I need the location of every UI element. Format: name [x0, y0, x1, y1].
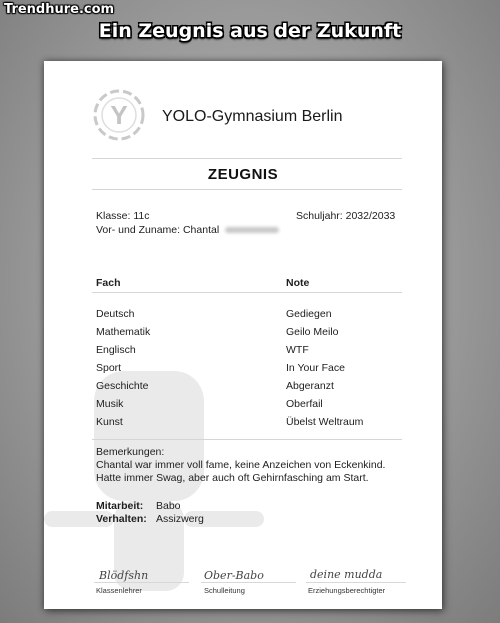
divider-top: [92, 158, 402, 159]
certificate-sheet: [44, 61, 442, 609]
grade-cell: Abgeranzt: [286, 380, 334, 392]
grade-cell: Oberfail: [286, 398, 323, 410]
redacted-surname: [225, 227, 279, 233]
subject-cell: Englisch: [96, 344, 136, 356]
grade-cell: Geilo Meilo: [286, 326, 339, 338]
subject-cell: Geschichte: [96, 380, 149, 392]
subject-cell: Mathematik: [96, 326, 151, 338]
class-label: Klasse: 11c: [96, 210, 150, 222]
remarks-heading: Bemerkungen:: [96, 446, 165, 458]
subject-cell: Musik: [96, 398, 124, 410]
school-name: YOLO-Gymnasium Berlin: [162, 108, 343, 125]
subject-cell: Sport: [96, 362, 122, 374]
certificate-content: [44, 61, 442, 609]
signature-line-principal: [201, 582, 296, 583]
signature-principal: Ober-Babo: [204, 569, 264, 582]
grade-cell: In Your Face: [286, 362, 345, 374]
divider-remarks: [92, 439, 402, 440]
grade-cell: Übelst Weltraum: [286, 416, 364, 428]
site-watermark: Trendhure.com: [4, 2, 115, 17]
verhalten-value: Assizwerg: [156, 513, 204, 525]
divider-table-header: [92, 292, 402, 293]
signature-role-guardian: Erziehungsberechtigter: [308, 586, 386, 595]
remarks-line-1: Chantal war immer voll fame, keine Anzeichen von Eckenkind.: [96, 459, 386, 471]
divider-title: [92, 189, 402, 190]
signature-line-teacher: [94, 582, 189, 583]
signature-line-guardian: [306, 582, 406, 583]
signature-role-teacher: Klassenlehrer: [96, 586, 142, 595]
grade-cell: Gediegen: [286, 308, 332, 320]
signature-role-principal: Schulleitung: [204, 586, 245, 595]
column-header-subject: Fach: [96, 277, 121, 289]
mitarbeit-label: Mitarbeit:: [96, 500, 144, 512]
signature-teacher: Blödfshn: [99, 569, 149, 582]
school-year: Schuljahr: 2032/2033: [296, 210, 396, 222]
school-logo-icon: [92, 88, 146, 142]
school-logo-letter: Y: [110, 100, 128, 130]
grade-cell: WTF: [286, 344, 309, 356]
student-name-label: Vor- und Zuname: Chantal: [96, 224, 220, 236]
mitarbeit-value: Babo: [156, 500, 181, 512]
remarks-line-2: Hatte immer Swag, aber auch oft Gehirnfasching am Start.: [96, 472, 369, 484]
subject-cell: Kunst: [96, 416, 123, 428]
signature-guardian: deine mudda: [310, 568, 383, 581]
headline: Ein Zeugnis aus der Zukunft: [98, 20, 402, 42]
verhalten-label: Verhalten:: [96, 513, 147, 525]
student-name: [96, 224, 279, 236]
subject-cell: Deutsch: [96, 308, 135, 320]
column-header-grade: Note: [286, 277, 310, 289]
document-title: ZEUGNIS: [207, 166, 279, 183]
